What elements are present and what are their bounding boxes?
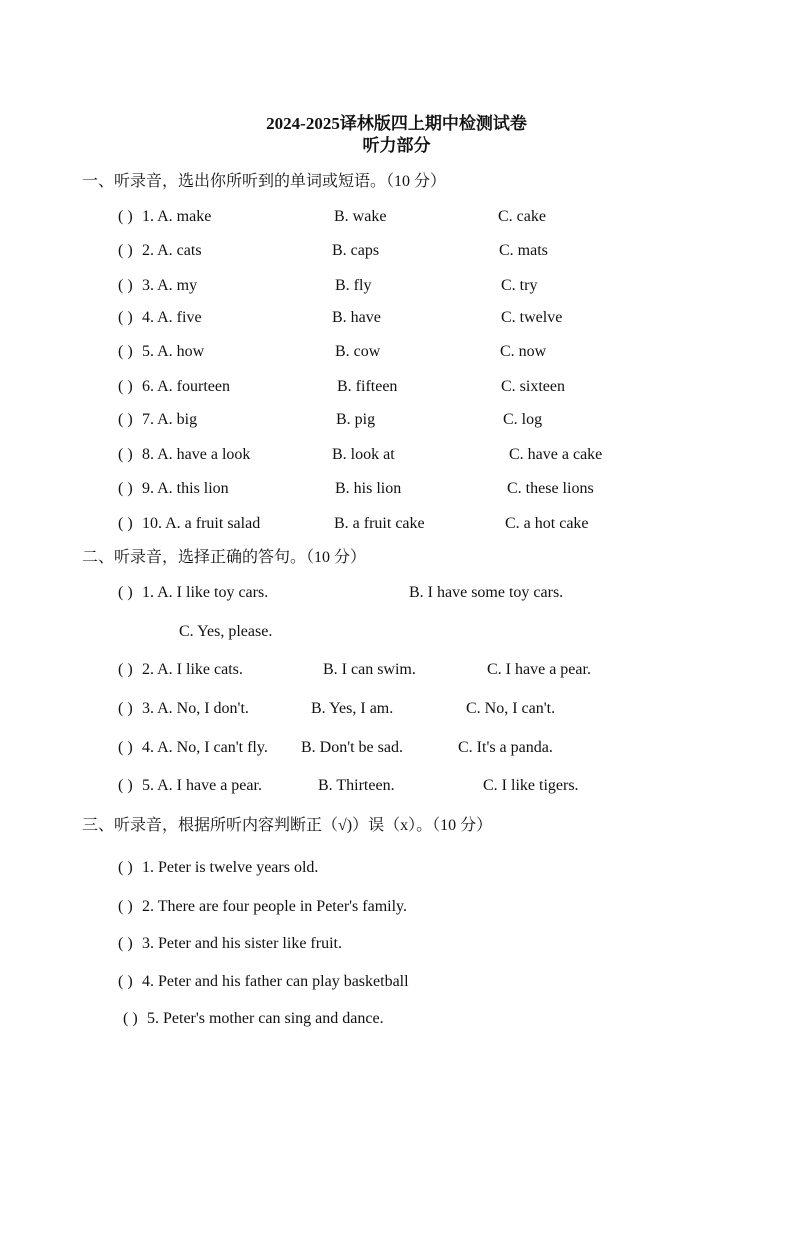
option-a: 10. A. a fruit salad [142,515,261,532]
option-b: B. Yes, I am. [311,700,394,717]
answer-blank[interactable]: ( ) [118,515,133,532]
option-a: 2. A. cats [142,242,202,259]
option-a: 5. A. I have a pear. [142,777,262,794]
option-a: 4. A. five [142,309,202,326]
answer-blank[interactable]: ( ) [118,584,133,601]
answer-blank[interactable]: ( ) [118,480,133,497]
answer-blank[interactable]: ( ) [118,739,133,756]
question-row [0,582,793,604]
question-row [0,376,793,398]
option-a: 6. A. fourteen [142,378,230,395]
answer-blank[interactable]: ( ) [118,700,133,717]
answer-blank[interactable]: ( ) [118,898,133,915]
statement-text: 2. There are four people in Peter's family. [142,898,408,915]
option-c: C. now [500,343,547,360]
question-row [0,240,793,262]
statement-text: 1. Peter is twelve years old. [142,859,319,876]
question-row [0,341,793,363]
option-a: 3. A. my [142,277,198,294]
option-c: C. No, I can't. [466,700,556,717]
option-c: C. I like tigers. [483,777,579,794]
question-row [0,737,793,759]
option-c: C. I have a pear. [487,661,591,678]
option-b: B. fifteen [337,378,398,395]
option-b: B. Don't be sad. [301,739,403,756]
option-b: B. pig [336,411,376,428]
statement-row [0,1008,793,1030]
answer-blank[interactable]: ( ) [118,973,133,990]
answer-blank[interactable]: ( ) [118,309,133,326]
statement-row [0,857,793,879]
option-a: 8. A. have a look [142,446,251,463]
option-b: B. I have some toy cars. [409,584,564,601]
answer-blank[interactable]: ( ) [118,343,133,360]
option-c: C. log [503,411,543,428]
option-b: B. caps [332,242,380,259]
statement-text: 4. Peter and his father can play basketball [142,973,409,990]
statement-text: 5. Peter's mother can sing and dance. [147,1010,384,1027]
option-b: B. his lion [335,480,402,497]
option-c: C. Yes, please. [179,623,273,640]
answer-blank[interactable]: ( ) [118,411,133,428]
answer-blank[interactable]: ( ) [118,859,133,876]
section-3-heading: 三、听录音，根据所听内容判断正（√)）误（x）。（10 分） [82,817,493,834]
question-row [0,275,793,297]
option-b: B. wake [334,208,387,225]
question-row [0,698,793,720]
answer-blank[interactable]: ( ) [118,935,133,952]
statement-row [0,896,793,918]
option-b: B. a fruit cake [334,515,425,532]
question-row [0,659,793,681]
statement-text: 3. Peter and his sister like fruit. [142,935,342,952]
answer-blank[interactable]: ( ) [118,208,133,225]
question-row [0,444,793,466]
answer-blank[interactable]: ( ) [118,446,133,463]
answer-blank[interactable]: ( ) [118,661,133,678]
option-c: C. try [501,277,538,294]
answer-blank[interactable]: ( ) [118,777,133,794]
option-b: B. look at [332,446,395,463]
option-c: C. sixteen [501,378,565,395]
section-1-heading: 一、听录音，选出你所听到的单词或短语。（10 分） [82,173,447,190]
option-a: 1. A. I like toy cars. [142,584,269,601]
question-row [0,775,793,797]
option-c: C. these lions [507,480,594,497]
option-c: C. It's a panda. [458,739,553,756]
option-c: C. a hot cake [505,515,589,532]
page-title: 2024-2025译林版四上期中检测试卷 [266,114,527,133]
statement-row [0,933,793,955]
option-c: C. mats [499,242,548,259]
option-b: B. fly [335,277,372,294]
option-b: B. have [332,309,381,326]
question-row [0,409,793,431]
question-row [0,513,793,535]
option-a: 7. A. big [142,411,198,428]
option-b: B. I can swim. [323,661,416,678]
section-2-heading: 二、听录音，选择正确的答句。（10 分） [82,549,367,566]
option-a: 4. A. No, I can't fly. [142,739,268,756]
answer-blank[interactable]: ( ) [118,242,133,259]
option-a: 2. A. I like cats. [142,661,243,678]
option-a: 1. A. make [142,208,212,225]
option-b: B. cow [335,343,381,360]
option-a: 9. A. this lion [142,480,229,497]
page-subtitle: 听力部分 [362,136,431,155]
answer-blank[interactable]: ( ) [118,277,133,294]
option-c: C. twelve [501,309,563,326]
question-row [0,307,793,329]
answer-blank[interactable]: ( ) [118,378,133,395]
question-row-continued [0,621,793,643]
question-row [0,206,793,228]
option-a: 5. A. how [142,343,205,360]
statement-row [0,971,793,993]
option-b: B. Thirteen. [318,777,395,794]
option-c: C. have a cake [509,446,603,463]
question-row [0,478,793,500]
option-c: C. cake [498,208,546,225]
answer-blank[interactable]: ( ) [123,1010,138,1027]
option-a: 3. A. No, I don't. [142,700,249,717]
